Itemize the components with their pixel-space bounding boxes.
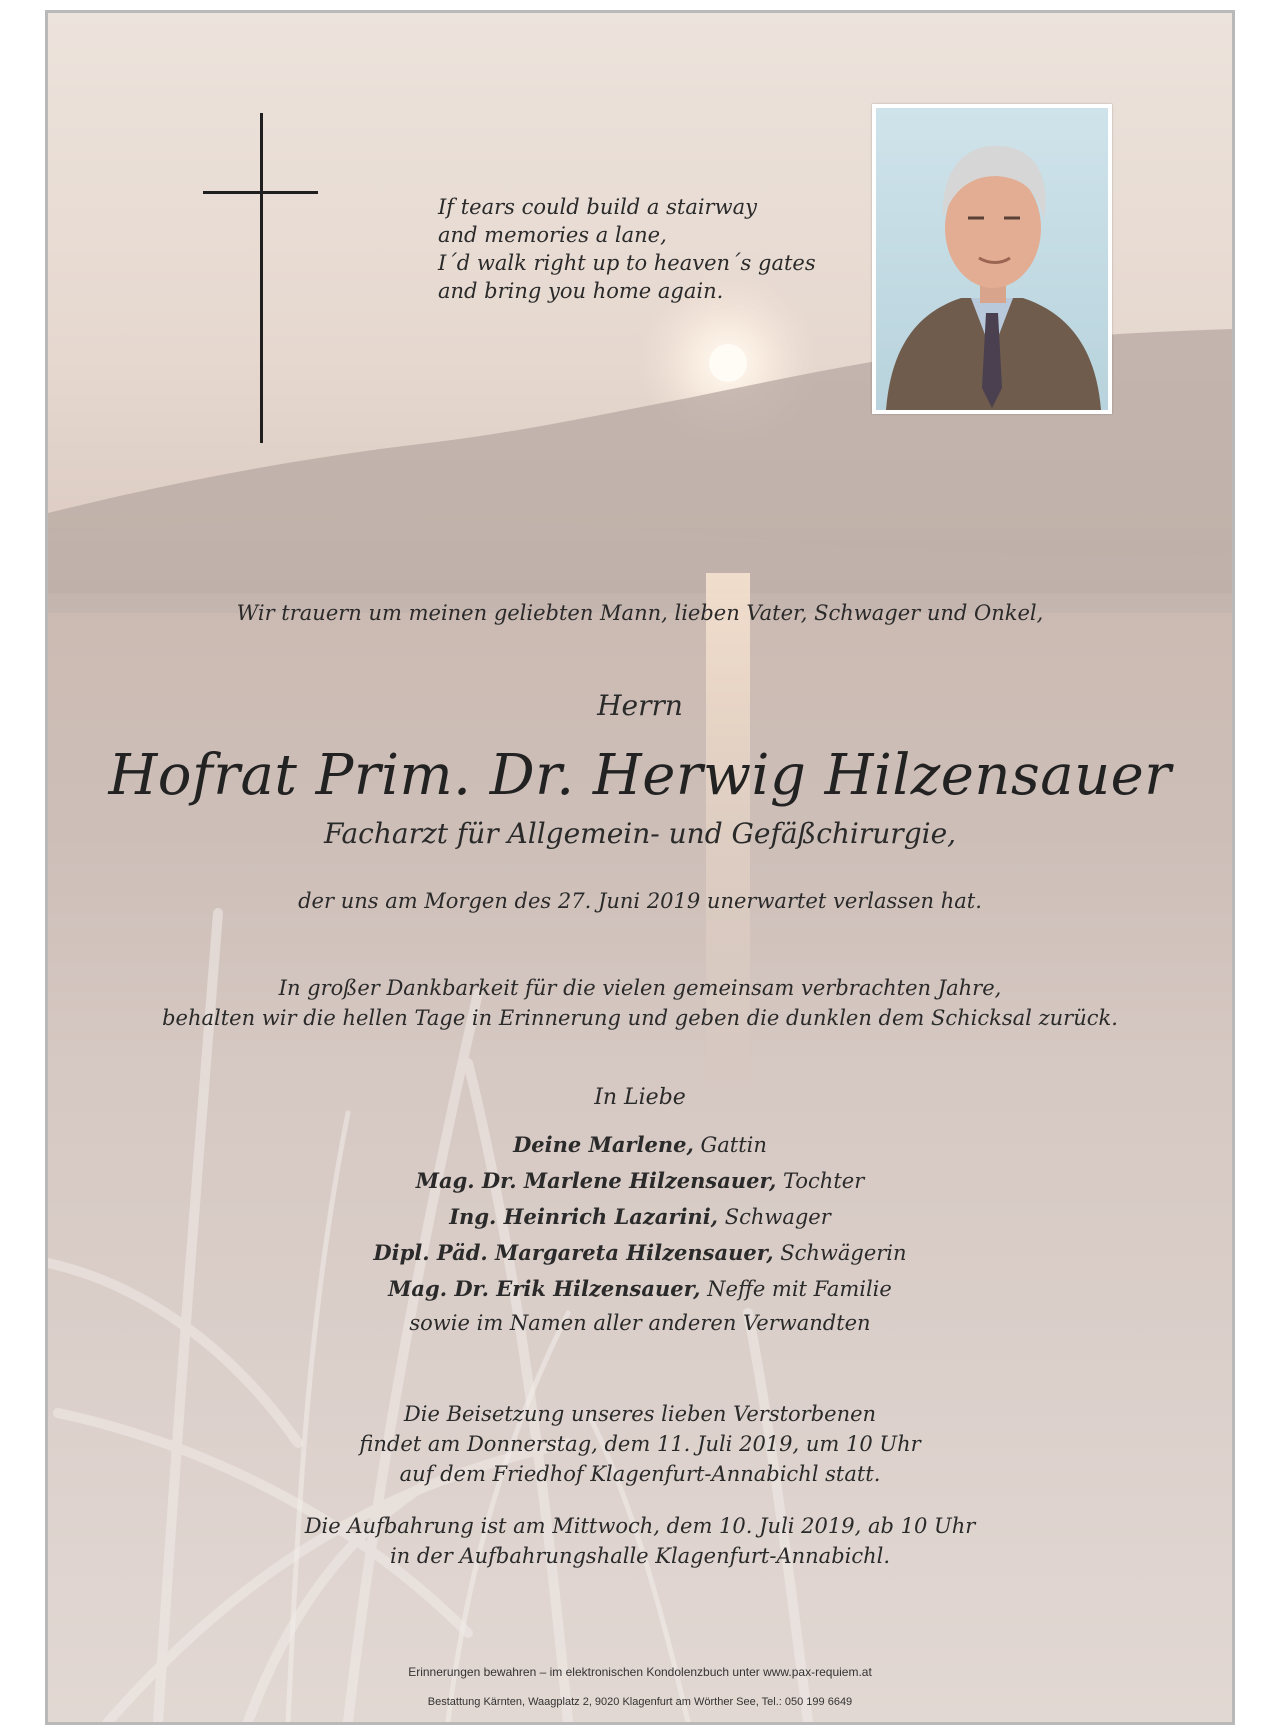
family-member: [48, 1163, 1232, 1199]
memorial-poem: [438, 193, 858, 305]
family-member-name: Deine Marlene,: [513, 1132, 694, 1157]
funeral-line: findet am Donnerstag, dem 11. Juli 2019, um 10 Uhr: [359, 1432, 921, 1456]
family-member-name: Dipl. Päd. Margareta Hilzensauer,: [373, 1240, 774, 1265]
profession: Facharzt für Allgemein- und Gefäßchirurgie,: [323, 817, 957, 850]
family-member-relation: Gattin: [700, 1133, 767, 1157]
gratitude-line: behalten wir die hellen Tage in Erinnerung und geben die dunklen dem Schicksal zurück.: [162, 1006, 1118, 1030]
family-member: [48, 1127, 1232, 1163]
cross-icon: [260, 113, 263, 443]
poem-line: If tears could build a stairway: [438, 195, 757, 219]
family-member: [48, 1199, 1232, 1235]
funeral-line: Die Beisetzung unseres lieben Verstorbenen: [403, 1402, 877, 1426]
intro-text: Wir trauern um meinen geliebten Mann, lieben Vater, Schwager und Onkel,: [236, 601, 1044, 625]
salutation: Herrn: [597, 689, 683, 722]
passing-notice: der uns am Morgen des 27. Juni 2019 unerwartet verlassen hat.: [298, 889, 982, 913]
condolence-footer: Erinnerungen bewahren – im elektronischen Kondolenzbuch unter www.pax-requiem.at: [408, 1665, 872, 1679]
family-member-name: Mag. Dr. Erik Hilzensauer,: [388, 1276, 701, 1301]
poem-line: and memories a lane,: [438, 223, 667, 247]
cross-icon-bar: [203, 191, 318, 194]
gratitude-text: [48, 973, 1232, 1033]
address-footer: Bestattung Kärnten, Waagplatz 2, 9020 Klagenfurt am Wörther See, Tel.: 050 199 6649: [427, 1696, 853, 1708]
family-member-relation: Schwager: [724, 1205, 831, 1229]
family-member-name: Mag. Dr. Marlene Hilzensauer,: [415, 1168, 777, 1193]
family-member-relation: Neffe mit Familie: [707, 1277, 892, 1301]
viewing-line: in der Aufbahrungshalle Klagenfurt-Annabichl.: [389, 1544, 891, 1568]
gratitude-line: In großer Dankbarkeit für die vielen gemeinsam verbrachten Jahre,: [278, 976, 1002, 1000]
obituary-card: [45, 10, 1235, 1725]
funeral-line: auf dem Friedhof Klagenfurt-Annabichl statt.: [399, 1462, 881, 1486]
in-love-text: In Liebe: [594, 1085, 686, 1110]
family-member: [48, 1271, 1232, 1307]
other-relatives-text: sowie im Namen aller anderen Verwandten: [409, 1311, 871, 1335]
viewing-details: [48, 1511, 1232, 1571]
family-list: [48, 1127, 1232, 1307]
family-member-name: Ing. Heinrich Lazarini,: [449, 1204, 718, 1229]
funeral-details: [48, 1399, 1232, 1489]
portrait-illustration: [876, 108, 1108, 410]
viewing-line: Die Aufbahrung ist am Mittwoch, dem 10. Juli 2019, ab 10 Uhr: [304, 1514, 976, 1538]
portrait-photo: [872, 104, 1112, 414]
family-member-relation: Schwägerin: [780, 1241, 907, 1265]
poem-line: and bring you home again.: [438, 279, 724, 303]
family-member: [48, 1235, 1232, 1271]
deceased-name: Hofrat Prim. Dr. Herwig Hilzensauer: [108, 743, 1172, 808]
poem-line: I´d walk right up to heaven´s gates: [438, 251, 816, 275]
family-member-relation: Tochter: [783, 1169, 865, 1193]
